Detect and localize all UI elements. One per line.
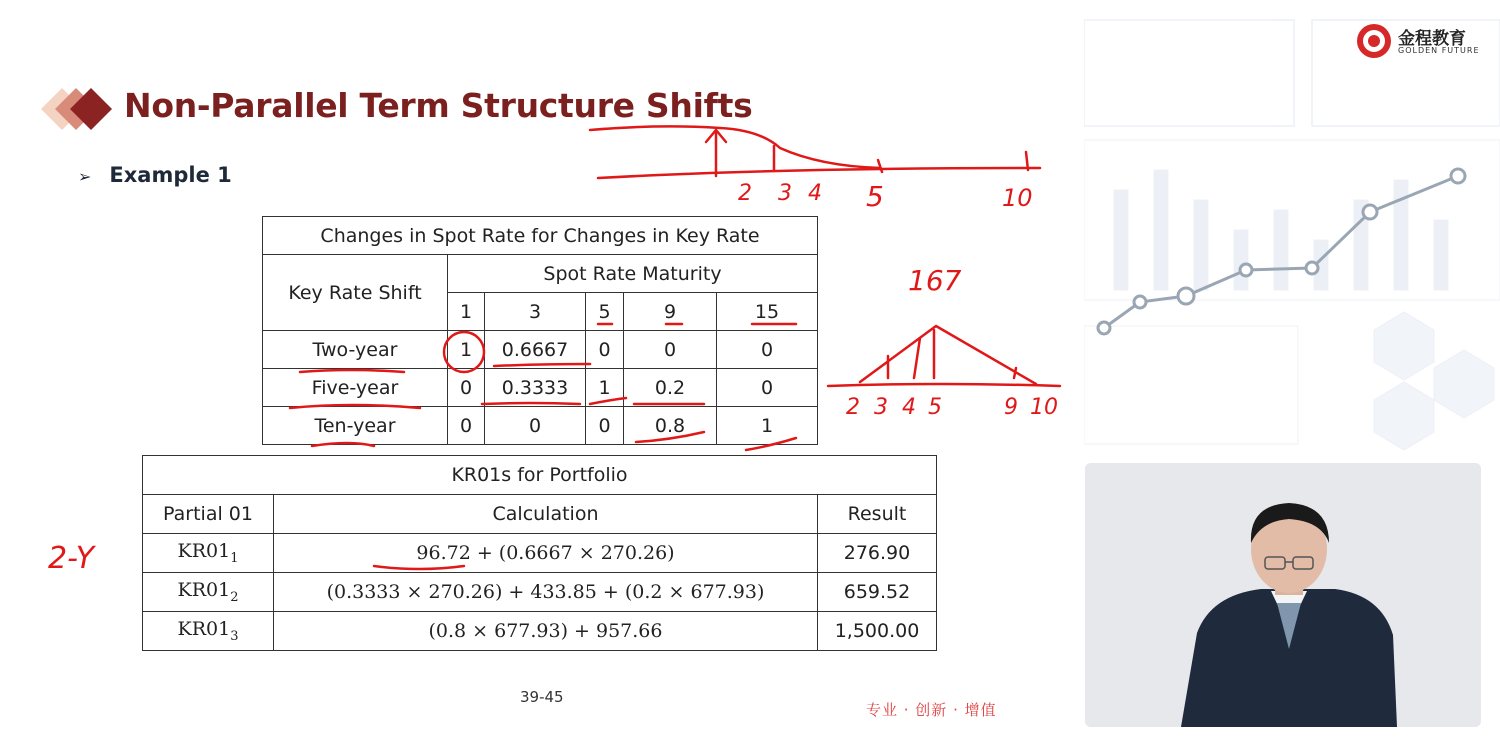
maturity-3: 3: [485, 293, 586, 331]
kr01-name: KR01: [177, 579, 231, 601]
ink-label: 3: [874, 395, 888, 420]
partial-01-header: Partial 01: [143, 495, 274, 534]
kr01-name-cell: [143, 573, 274, 612]
table-cell: 0.3333: [485, 369, 586, 407]
table-cell: 1: [586, 369, 624, 407]
spot-table-title: Changes in Spot Rate for Changes in Key Rate: [263, 217, 818, 255]
presenter-avatar: [1085, 463, 1481, 727]
kr01-result: 1,500.00: [818, 612, 937, 651]
table-cell: 0.2: [624, 369, 717, 407]
maturity-5: 5: [586, 293, 624, 331]
kr01-subscript: 1: [230, 551, 239, 566]
ink-label: 9: [1004, 395, 1018, 420]
ink-label: 4: [902, 395, 916, 420]
logo-english-text: GOLDEN FUTURE: [1398, 46, 1480, 55]
kr01-result: 276.90: [818, 534, 937, 573]
spot-rate-maturity-header: Spot Rate Maturity: [448, 255, 818, 293]
table-row: [143, 534, 937, 573]
kr01-subscript: 2: [230, 590, 239, 605]
slogan: 专业 · 创新 · 增值: [866, 701, 997, 719]
result-header: Result: [818, 495, 937, 534]
table-cell: 0: [485, 407, 586, 445]
row-label-five-year: Five-year: [263, 369, 448, 407]
example-heading: [78, 163, 232, 187]
table-cell: 0: [448, 369, 485, 407]
key-rate-shift-header: Key Rate Shift: [263, 255, 448, 331]
ink-label: 10: [1030, 395, 1058, 420]
kr01-calculation: 96.72 + (0.6667 × 270.26): [274, 534, 818, 573]
row-label-ten-year: Ten-year: [263, 407, 448, 445]
row-label-two-year: Two-year: [263, 331, 448, 369]
title-diamonds-icon: [38, 86, 118, 132]
example-label: Example 1: [109, 163, 232, 187]
kr01-portfolio-table: [142, 455, 937, 651]
maturity-9: 9: [624, 293, 717, 331]
kr01-subscript: 3: [230, 629, 239, 644]
kr01-name: KR01: [177, 618, 231, 640]
maturity-1: 1: [448, 293, 485, 331]
ink-label: 10: [1002, 184, 1033, 212]
ink-label: 5: [928, 395, 942, 420]
table-row: [263, 331, 818, 369]
table-row: [263, 407, 818, 445]
kr01-calculation: (0.8 × 677.93) + 957.66: [274, 612, 818, 651]
ink-label: 2: [738, 181, 752, 206]
ink-label: 4: [808, 181, 822, 206]
spot-rate-table: [262, 216, 818, 445]
table-cell: 0: [448, 407, 485, 445]
bullet-arrow-icon: ➢: [78, 167, 92, 186]
kr01-name: KR01: [177, 540, 231, 562]
table-row: [143, 573, 937, 612]
table-cell: 1: [448, 331, 485, 369]
logo-chinese-text: 金程教育: [1398, 29, 1466, 49]
table-row: [143, 612, 937, 651]
table-cell: 1: [717, 407, 818, 445]
ink-label: 2: [846, 395, 860, 420]
kr01-table-title: KR01s for Portfolio: [143, 456, 937, 495]
page-number: 39-45: [520, 688, 564, 706]
kr01-name-cell: [143, 534, 274, 573]
table-cell: 0: [586, 407, 624, 445]
background-infographic: [1084, 0, 1500, 460]
ink-label: 3: [778, 181, 792, 206]
table-cell: 0.6667: [485, 331, 586, 369]
kr01-result: 659.52: [818, 573, 937, 612]
ink-label: 167: [908, 264, 962, 297]
calculation-header: Calculation: [274, 495, 818, 534]
maturity-15: 15: [717, 293, 818, 331]
table-cell: 0: [717, 331, 818, 369]
table-row: [263, 369, 818, 407]
presenter-webcam: [1085, 463, 1481, 727]
ink-label: 2-Y: [48, 541, 95, 576]
slide-title: Non-Parallel Term Structure Shifts: [124, 86, 753, 125]
table-cell: 0: [586, 331, 624, 369]
ink-label: 5: [866, 180, 884, 213]
table-cell: 0: [717, 369, 818, 407]
kr01-calculation: (0.3333 × 270.26) + 433.85 + (0.2 × 677.93): [274, 573, 818, 612]
kr01-name-cell: [143, 612, 274, 651]
table-cell: 0.8: [624, 407, 717, 445]
table-cell: 0: [624, 331, 717, 369]
